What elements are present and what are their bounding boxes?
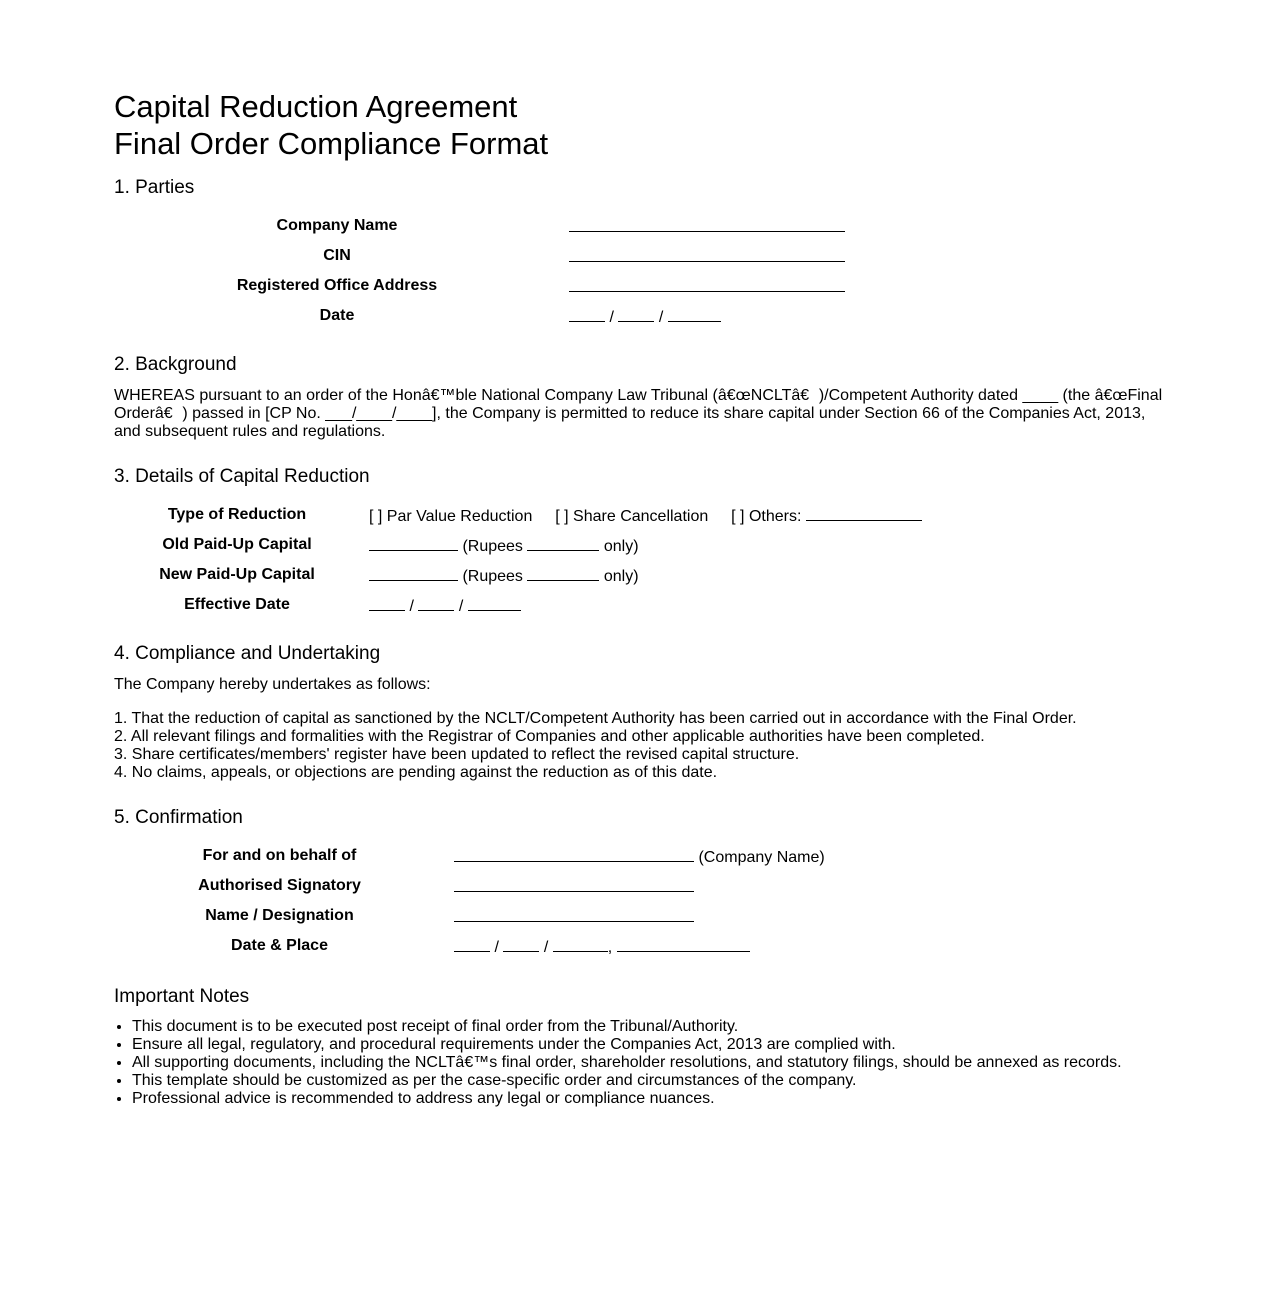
date-separator: /	[494, 938, 499, 956]
list-item: 4. No claims, appeals, or objections are pending against the reduction as of this date.	[114, 764, 718, 781]
background-text: WHEREAS pursuant to an order of the Honâ€™ble National Company Law Tribunal (â€œNCLTâ€)/Competent Authority dated ____ (the â€œFinal Orderâ€) passed in [CP No. ___/____/____], the Company is permitted to reduce its share capital under Section 66 of the Companies Act, 2013, and subsequent rules and regulations.	[114, 387, 1163, 440]
signatory-label: Authorised Signatory	[198, 877, 361, 894]
name-designation-field[interactable]	[454, 906, 694, 922]
list-item: • All supporting documents, including the NCLTâ€™s final order, shareholder resolutions, and statutory filings, should be annexed as records.	[132, 1054, 1164, 1072]
list-item: • This document is to be executed post receipt of final order from the Tribunal/Authority.	[132, 1018, 1164, 1036]
effective-date-row	[114, 590, 922, 620]
date-day-field[interactable]	[569, 306, 605, 322]
others-option[interactable]: [ ] Others:	[731, 507, 802, 525]
confirm-month-field[interactable]	[503, 936, 539, 952]
notes-heading: Important Notes	[114, 986, 250, 1007]
date-label: Date	[319, 307, 355, 324]
date-year-field[interactable]	[668, 306, 721, 322]
old-capital-words-field[interactable]	[527, 535, 599, 551]
compliance-heading: 4. Compliance and Undertaking	[114, 643, 381, 664]
place-field[interactable]	[617, 936, 750, 952]
behalf-field[interactable]	[454, 846, 694, 862]
date-separator: /	[658, 308, 664, 326]
behalf-row	[114, 841, 825, 871]
effective-month-field[interactable]	[418, 595, 454, 611]
details-table	[114, 500, 922, 620]
cin-row	[114, 241, 845, 271]
others-field[interactable]	[806, 505, 922, 521]
list-item: 2. All relevant filings and formalities with the Registrar of Companies and other applicable authorities have been completed.	[114, 728, 985, 745]
comma: ,	[607, 938, 613, 956]
document-title	[114, 88, 1164, 162]
date-place-row	[114, 931, 825, 961]
rupees-close: only)	[603, 537, 639, 555]
confirmation-table	[114, 841, 825, 961]
company-name-label: Company Name	[276, 217, 398, 234]
company-name-row	[114, 211, 845, 241]
title-line-2: Final Order Compliance Format	[114, 126, 549, 161]
name-designation-label: Name / Designation	[205, 907, 354, 924]
date-separator: /	[609, 308, 614, 326]
title-line-1: Capital Reduction Agreement	[114, 89, 518, 124]
par-value-option[interactable]: [ ] Par Value Reduction	[369, 507, 533, 525]
parties-heading: 1. Parties	[114, 177, 195, 198]
details-heading: 3. Details of Capital Reduction	[114, 466, 370, 487]
date-month-field[interactable]	[618, 306, 654, 322]
address-row	[114, 271, 845, 301]
old-capital-row	[114, 530, 922, 560]
behalf-label: For and on behalf of	[202, 847, 357, 864]
company-name-field[interactable]	[569, 216, 845, 232]
cin-label: CIN	[323, 247, 351, 264]
new-capital-label: New Paid-Up Capital	[159, 566, 315, 583]
compliance-list	[114, 710, 1164, 782]
date-separator: /	[409, 597, 414, 615]
notes-list	[114, 1018, 1164, 1108]
list-item: 3. Share certificates/members' register have been updated to reflect the revised capital structure.	[114, 746, 800, 763]
rupees-open: (Rupees	[462, 567, 523, 585]
old-capital-label: Old Paid-Up Capital	[162, 536, 312, 553]
parties-table	[114, 211, 845, 331]
address-field[interactable]	[569, 276, 845, 292]
signatory-row	[114, 871, 825, 901]
share-cancellation-option[interactable]: [ ] Share Cancellation	[555, 507, 709, 525]
name-designation-row	[114, 901, 825, 931]
type-label: Type of Reduction	[167, 506, 307, 523]
rupees-close: only)	[603, 567, 639, 585]
confirm-day-field[interactable]	[454, 936, 490, 952]
date-place-label: Date & Place	[231, 937, 328, 954]
address-label: Registered Office Address	[236, 277, 438, 294]
effective-year-field[interactable]	[468, 595, 521, 611]
effective-day-field[interactable]	[369, 595, 405, 611]
rupees-open: (Rupees	[462, 537, 523, 555]
date-separator: /	[543, 938, 549, 956]
old-capital-field[interactable]	[369, 535, 458, 551]
new-capital-words-field[interactable]	[527, 565, 599, 581]
date-row	[114, 301, 845, 331]
new-capital-field[interactable]	[369, 565, 458, 581]
confirm-year-field[interactable]	[553, 936, 608, 952]
background-heading: 2. Background	[114, 354, 237, 375]
date-separator: /	[458, 597, 464, 615]
effective-date-label: Effective Date	[184, 596, 290, 613]
cin-field[interactable]	[569, 246, 845, 262]
type-row	[114, 500, 922, 530]
confirmation-heading: 5. Confirmation	[114, 807, 243, 828]
company-name-hint: (Company Name)	[698, 848, 825, 866]
document-page	[114, 88, 1164, 1108]
list-item: 1. That the reduction of capital as sanctioned by the NCLT/Competent Authority has been carried out in accordance with the Final Order.	[114, 710, 1077, 727]
list-item: • Professional advice is recommended to address any legal or compliance nuances.	[132, 1090, 1164, 1108]
new-capital-row	[114, 560, 922, 590]
list-item: • This template should be customized as per the case-specific order and circumstances of the company.	[132, 1072, 1164, 1090]
compliance-intro: The Company hereby undertakes as follows:	[114, 676, 431, 693]
list-item: • Ensure all legal, regulatory, and procedural requirements under the Companies Act, 2013 are complied with.	[132, 1036, 1164, 1054]
signatory-field[interactable]	[454, 876, 694, 892]
